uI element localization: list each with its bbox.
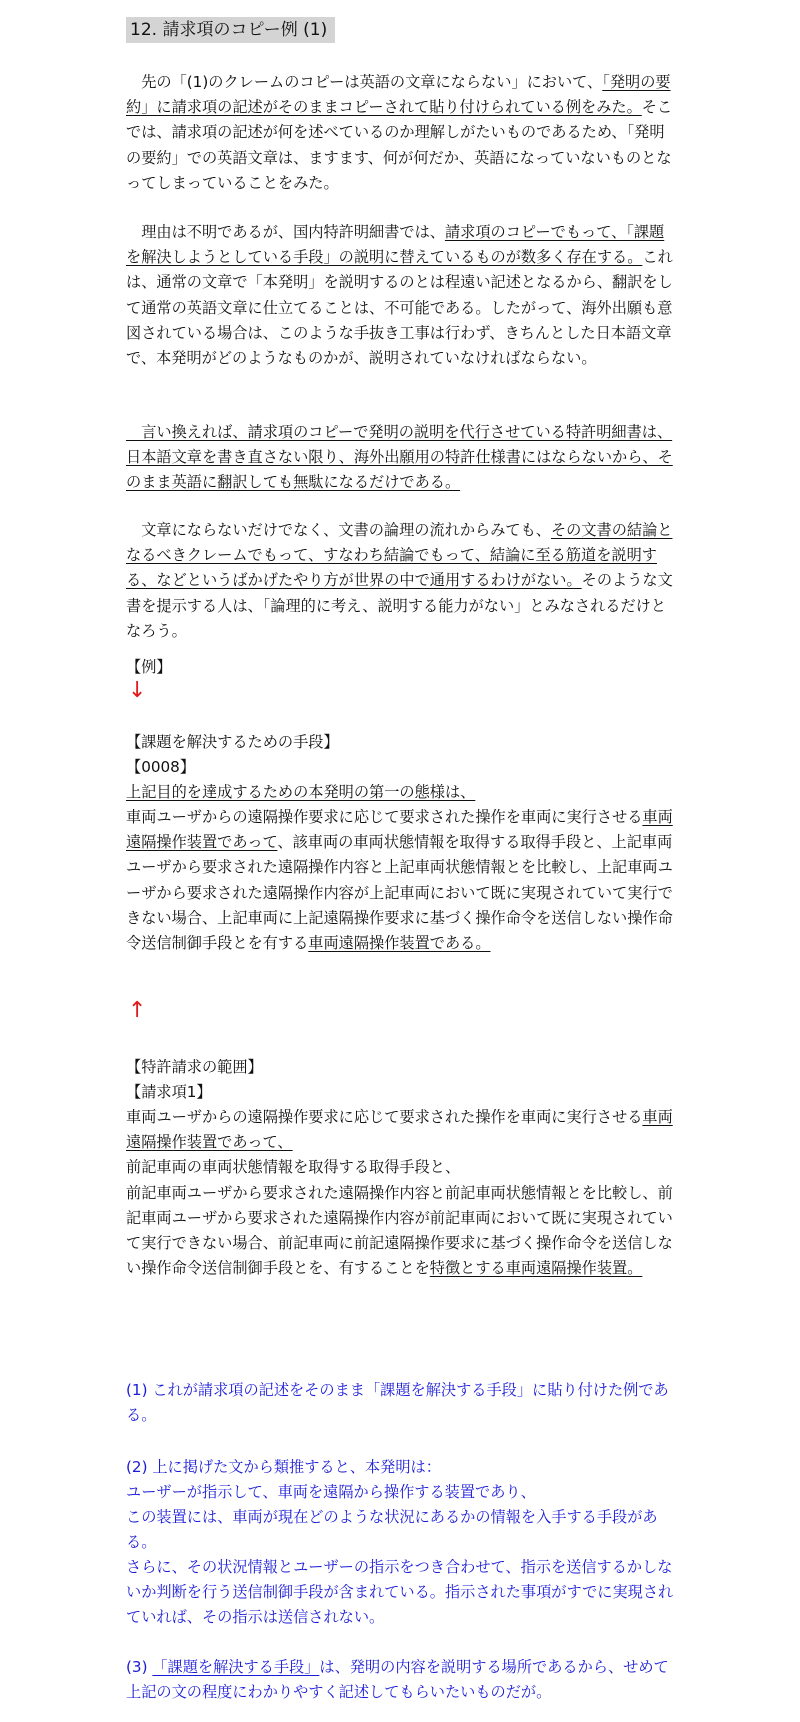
claims-heading: 【特許請求の範囲】 [126,1058,263,1076]
p4-text: 文章にならないだけでなく、文書の論理の流れからみても、 [126,521,551,539]
note-2-heading: (2) 上に掲げた文から類推すると、本発明は： [126,1458,441,1476]
means-device-2: 車両遠隔操作装置である。 [308,934,491,953]
note-3-number: (3) [126,1658,148,1676]
claim-device-2: 特徴とする車両遠隔操作装置。 [429,1259,643,1278]
p1-text: 先の「(1)のクレームのコピーは英語の文章にならない」において、 [126,73,603,91]
p3-underlined: 言い換えれば、請求項のコピーで発明の説明を代行させている特許明細書は、日本語文章を書き直さない限り、海外出願用の特許仕様書にはならないから、そのまま英語に翻訳しても無駄になるだけである。 [126,423,673,492]
note-2-line-c: さらに、その状況情報とユーザーの指示をつき合わせて、指示を送信するかしないか判断を行う送信制御手段が含まれている。指示された事項がすでに実現されていれば、その指示は送信されない。 [126,1558,674,1627]
claim-line-3: 前記車両ユーザから要求された遠隔操作内容と前記車両状態情報とを比較し、前記車両ユーザから要求された遠隔操作内容が前記車両において既に実現されていて実行できない場合、前記車両に前記遠隔操作要求に基づく操作命令を送信しない操作命令送信制御手段とを、有することを [126,1183,673,1278]
means-heading: 【課題を解決するための手段】 [126,733,339,751]
up-arrow-icon: ↑ [128,998,147,1023]
note-2-line-a: ユーザーが指示して、車両を遠隔から操作する装置であり、 [126,1483,536,1501]
paragraph-4 [126,518,678,644]
means-body [126,805,678,956]
p2-underlined: 請求項のコピーでもって、「課題を解決しようとしている手段」の説明に替えているものが数多く存在する。 [126,223,665,267]
paragraph-1 [126,70,678,196]
paragraph-3 [126,420,678,496]
means-lead-text: 上記目的を達成するための本発明の第一の態様は、 [126,783,476,801]
page-title: 12. 請求項のコピー例 (1) [126,17,335,43]
paragraph-number: 【0008】 [126,758,196,776]
p2-text-rest: これは、通常の文章で「本発明」を説明するのとは程遠い記述となるから、翻訳をして通常の英語文章に仕立てることは、不可能である。したがって、海外出願も意図されている場合は、このような手抜き工事は行わず、きちんとした日本語文章で、本発明がどのようなものかが、説明されていなければならない。 [126,248,673,368]
note-3-text: は、発明の内容を説明する場所であるから、せめて上記の文の程度にわかりやすく記述してもらいたいものだが。 [126,1658,669,1702]
means-text-1: 車両ユーザからの遠隔操作要求に応じて要求された操作を車両に実行させる [126,808,643,826]
note-1: (1) これが請求項の記述をそのまま「課題を解決する手段」に貼り付けた例である。 [126,1381,669,1425]
p1-underlined: 「発明の要約」に請求項の記述がそのままコピーされて貼り付けられている例をみた。 [126,73,671,117]
note-2-line-b: この装置には、車両が現在どのような状況にあるかの情報を入手する手段がある。 [126,1508,658,1552]
down-arrow-icon: ↓ [128,678,147,703]
p1-text-rest: そこでは、請求項の記述が何を述べているのか理解しがたいものであるため、「発明の要約」での英語文章は、ますます、何が何だか、英語になっていないものとなってしまっていることをみた。 [126,98,673,192]
paragraph-2 [126,220,678,371]
p2-text: 理由は不明であるが、国内特許明細書では、 [126,223,445,241]
claim-body [126,1105,678,1281]
means-text-2: 、該車両の車両状態情報を取得する取得手段と、上記車両ユーザから要求された遠隔操作内容と上記車両状態情報とを比較し、上記車両ユーザから要求された遠隔操作内容が上記車両において既に実現されていて実行できない場合、上記車両に上記遠隔操作要求に基づく操作命令を送信しない操作命令送信制御手段とを有する [126,833,673,953]
p4-underlined: その文書の結論となるべきクレームでもって、すなわち結論でもって、結論に至る筋道を説明する、などというばかげたやり方が世界の中で通用するわけがない。 [126,521,673,590]
note-3 [126,1655,678,1705]
claim-line-1: 車両ユーザからの遠隔操作要求に応じて要求された操作を車両に実行させる [126,1108,643,1126]
claim-line-2: 前記車両の車両状態情報を取得する取得手段と、 [126,1158,461,1177]
p4-text-rest: そのような文書を提示する人は、「論理的に考え、説明する能力がない」とみなされるだけとなろう。 [126,571,673,640]
claim-device-1: 車両遠隔操作装置であって、 [126,1108,673,1152]
means-lead [126,780,678,805]
example-label: 【例】 [126,658,172,676]
claim-number: 【請求項1】 [126,1083,212,1101]
means-device-1: 車両遠隔操作装置であって [126,808,673,852]
note-3-underlined: 「課題を解決する手段」 [152,1658,320,1676]
